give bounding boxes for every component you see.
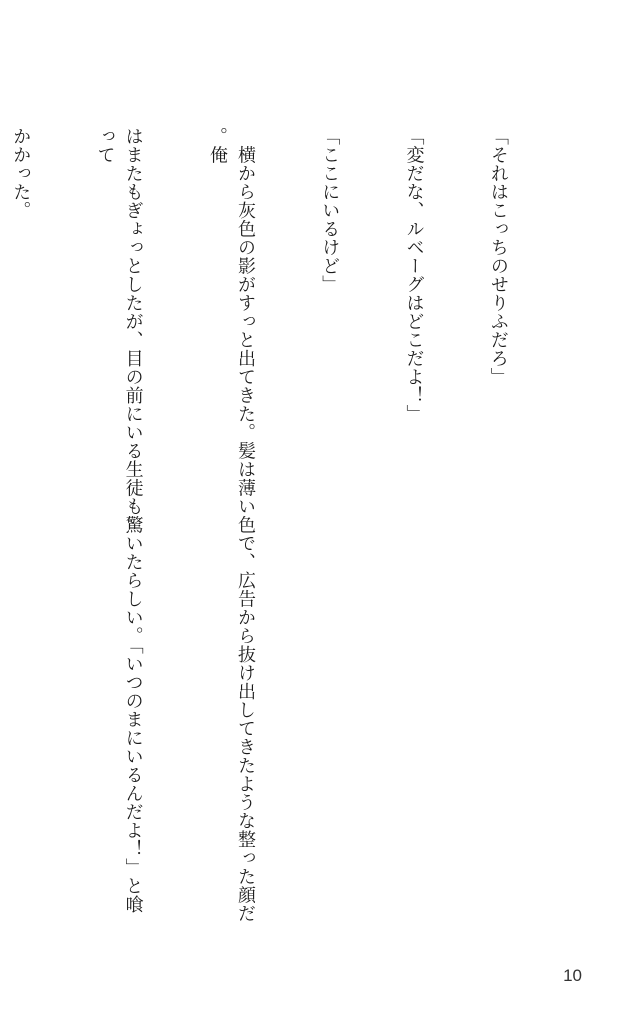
text-line-4: 横から灰色の影がすっと出てきた。髪は薄い色で、広告から抜け出してきたような整った顔だ。俺 xyxy=(206,127,256,923)
text-line-5: はまたもぎょっとしたが、目の前にいる生徒も驚いたらしい。「いつのまにいるんだよ！」と喰って xyxy=(94,127,144,914)
text-line-3: 「ここにいるけど」 xyxy=(319,127,341,294)
vertical-text-body xyxy=(10,127,568,927)
text-line-2: 「変だな、ルベーグはどこだよ！」 xyxy=(403,127,425,423)
text-line-1: 「それはこっちのせりふだろ」 xyxy=(487,127,509,386)
page-number: 10 xyxy=(563,966,582,985)
text-line-6: かかった。 xyxy=(10,127,32,220)
